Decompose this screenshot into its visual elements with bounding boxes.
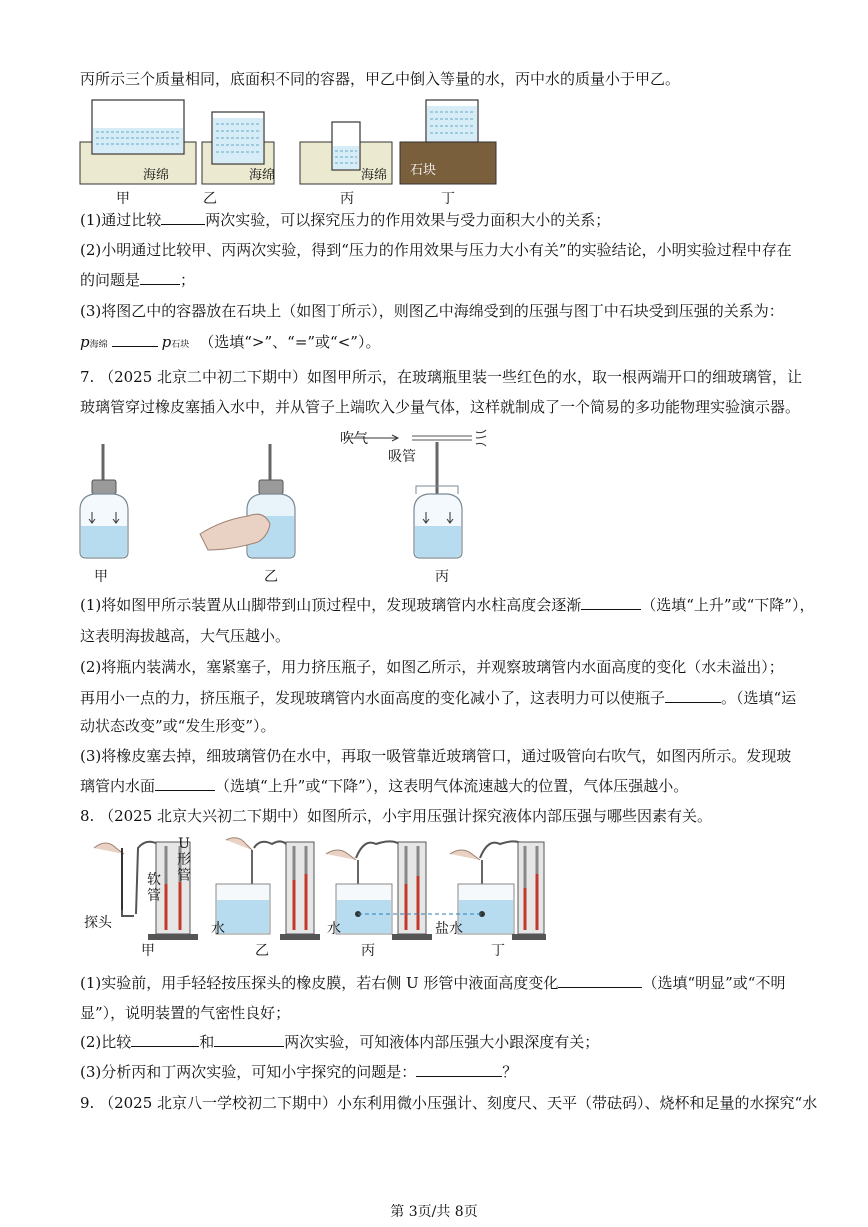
q7-line4: 再用小一点的力，挤压瓶子，发现玻璃管内水面高度的变化减小了，这表明力可以使瓶子 。（选填“运 — [80, 689, 797, 707]
water-label-yi: 水 — [211, 921, 225, 937]
fig1-label-jia: 甲 — [116, 191, 130, 207]
hose-label: 软管 — [147, 872, 161, 904]
q8-head: 8. （2025 北京大兴初二下期中）如图所示，小宇用压强计探究液体内部压强与哪些因素有关。 — [80, 807, 713, 825]
q6-line1: (1)通过比较 两次实验，可以探究压力的作用效果与受力面积大小的关系； — [80, 211, 611, 229]
q7-blank-2[interactable] — [665, 688, 721, 703]
sponge-label-yi: 海绵 — [248, 168, 275, 183]
q8-line4: (3)分析丙和丁两次实验，可知小宇探究的问题是： ？ — [80, 1063, 518, 1081]
gauge-yi — [216, 838, 320, 940]
salt-water-label: 盐水 — [435, 921, 463, 937]
q7-line2: 这表明海拔越高，大气压越小。 — [80, 627, 291, 645]
bottle-yi — [200, 444, 295, 558]
fig3-label-yi: 乙 — [255, 943, 269, 959]
q7-line7: 璃管内水面 （选填“上升”或“下降”），这表明气体流速越大的位置，气体压强越小。 — [80, 777, 689, 795]
q6-blank-2[interactable] — [140, 270, 180, 285]
q8-blank-2[interactable] — [131, 1032, 199, 1047]
fig1-label-bing: 丙 — [340, 191, 354, 207]
fig1-label-ding: 丁 — [441, 191, 455, 207]
u-tube-label: U形管 — [177, 836, 191, 884]
q8-line3: (2)比较 和 两次实验，可知液体内部压强大小跟深度有关； — [80, 1033, 600, 1051]
intro-text: 丙所示三个质量相同，底面积不同的容器，甲乙中倒入等量的水，丙中水的质量小于甲乙。 — [80, 70, 681, 88]
figure-bottles — [72, 424, 492, 574]
sponge-label-bing: 海绵 — [360, 168, 387, 183]
fig3-label-ding: 丁 — [491, 943, 505, 959]
q6-line2: (2)小明通过比较甲、丙两次实验，得到“压力的作用效果与压力大小有关”的实验结论，小明实验过程中存在 — [80, 241, 792, 259]
q7-head-2: 玻璃管穿过橡皮塞插入水中，并从管子上端吹入少量气体，这样就制成了一个简易的多功能物理实验演示器。 — [80, 398, 801, 416]
q6-line5: p海绵 p石块 （选填“>”、“=”或“<”）。 — [80, 333, 381, 351]
fig2-label-yi: 乙 — [264, 569, 278, 585]
q8-blank-4[interactable] — [416, 1062, 502, 1077]
fig3-label-jia: 甲 — [141, 943, 155, 959]
stone-label: 石块 — [409, 163, 436, 178]
fig3-label-bing: 丙 — [361, 943, 375, 959]
q7-head-1: 7. （2025 北京二中初二下期中）如图甲所示，在玻璃瓶里装一些红色的水，取一根两端开口的细玻璃管，让 — [80, 368, 803, 386]
q7-line6: (3)将橡皮塞去掉，细玻璃管仍在水中，再取一吸管靠近玻璃管口，通过吸管向右吹气，如图丙所示。发现玻 — [80, 747, 792, 765]
blow-label: 吹气 — [340, 431, 368, 447]
bottle-jia — [80, 444, 128, 558]
q6-blank-3[interactable] — [112, 332, 158, 347]
q7-line1: (1)将如图甲所示装置从山脚带到山顶过程中，发现玻璃管内水柱高度会逐渐 （选填“上升”或“下降”）， — [80, 596, 815, 614]
q6-line3: 的问题是 ； — [80, 271, 196, 289]
sponge-label-jia: 海绵 — [142, 168, 169, 183]
q7-line3: (2)将瓶内装满水，塞紧塞子，用力挤压瓶子，如图乙所示，并观察玻璃管内水面高度的变化（水未溢出）； — [80, 658, 784, 676]
fig2-label-bing: 丙 — [435, 569, 449, 585]
q8-line2: 显”），说明装置的气密性良好； — [80, 1004, 291, 1022]
fig1-label-yi: 乙 — [203, 191, 217, 207]
q8-blank-1[interactable] — [558, 973, 642, 988]
probe-label: 探头 — [84, 915, 112, 931]
fig2-label-jia: 甲 — [94, 569, 108, 585]
page-footer: 第 3页/共 8页 — [390, 1204, 478, 1220]
q8-line1: (1)实验前，用手轻轻按压探头的橡皮膜，若右侧 U 形管中液面高度变化 （选填“明显”或“不明 — [80, 974, 786, 992]
q9-head: 9. （2025 北京八一学校初二下期中）小东利用微小压强计、刻度尺、天平（带砝码）、烧杯和足量的水探究“水 — [80, 1094, 818, 1112]
q6-blank-1[interactable] — [161, 210, 205, 225]
q8-blank-3[interactable] — [214, 1032, 284, 1047]
q7-line5: 动状态改变”或“发生形变”）。 — [80, 717, 276, 735]
q6-line4: (3)将图乙中的容器放在石块上（如图丁所示），则图乙中海绵受到的压强与图丁中石块受到压强的关系为： — [80, 302, 784, 320]
water-label-bing: 水 — [327, 921, 341, 937]
straw-label: 吸管 — [388, 449, 416, 465]
q7-blank-3[interactable] — [155, 776, 215, 791]
q7-blank-1[interactable] — [581, 595, 641, 610]
